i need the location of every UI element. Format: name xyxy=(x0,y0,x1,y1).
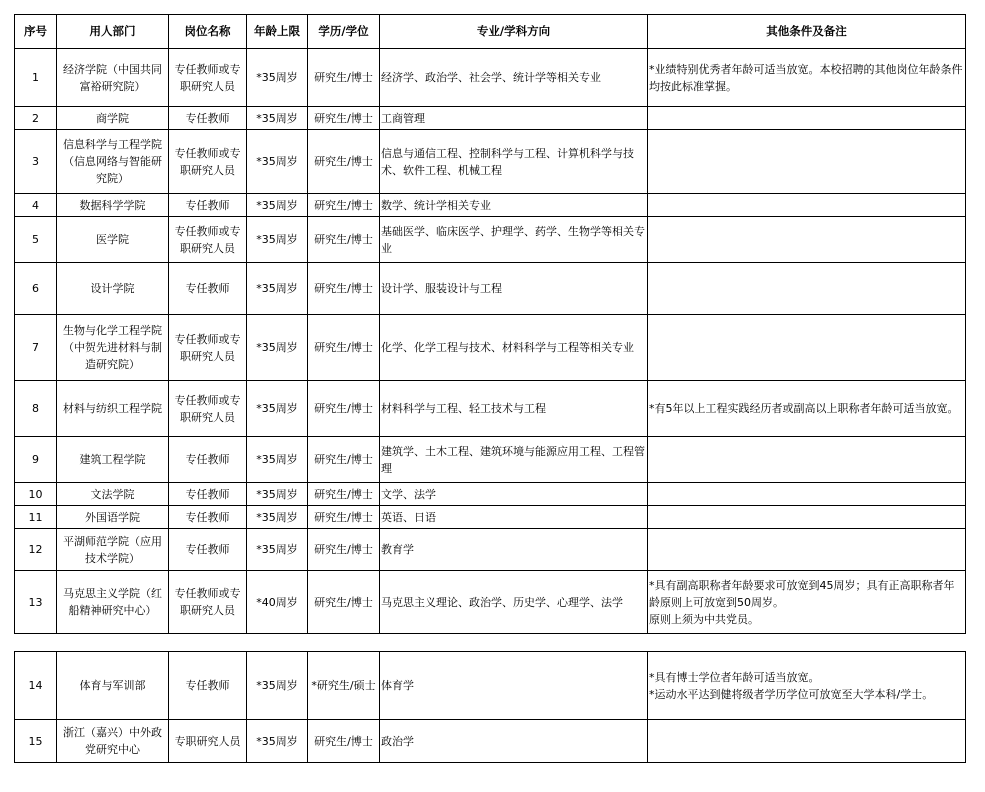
cell-dept: 经济学院（中国共同富裕研究院） xyxy=(57,49,169,107)
cell-age: *35周岁 xyxy=(247,483,308,506)
cell-degree: 研究生/博士 xyxy=(308,529,380,571)
cell-degree: 研究生/博士 xyxy=(308,217,380,263)
table-row xyxy=(15,506,966,529)
cell-age: *35周岁 xyxy=(247,437,308,483)
cell-num: 8 xyxy=(15,381,57,437)
table-row xyxy=(15,49,966,107)
cell-dept: 生物与化学工程学院（中贺先进材料与制造研究院） xyxy=(57,315,169,381)
note-line: 原则上须为中共党员。 xyxy=(649,612,759,626)
cell-num: 12 xyxy=(15,529,57,571)
cell-position: 专任教师 xyxy=(169,107,247,130)
cell-dept: 信息科学与工程学院（信息网络与智能研究院） xyxy=(57,130,169,194)
note-line: *运动水平达到健将级者学历学位可放宽至大学本科/学士。 xyxy=(649,687,934,701)
table-row xyxy=(15,107,966,130)
cell-note xyxy=(648,107,966,130)
cell-major: 数学、统计学相关专业 xyxy=(380,194,648,217)
cell-position: 专任教师 xyxy=(169,529,247,571)
cell-major: 材料科学与工程、轻工技术与工程 xyxy=(380,381,648,437)
cell-position: 专任教师 xyxy=(169,194,247,217)
cell-age: *35周岁 xyxy=(247,107,308,130)
cell-dept: 马克思主义学院（红船精神研究中心） xyxy=(57,571,169,634)
cell-position: 专任教师或专职研究人员 xyxy=(169,49,247,107)
cell-dept: 商学院 xyxy=(57,107,169,130)
cell-note xyxy=(648,381,966,437)
cell-degree: 研究生/博士 xyxy=(308,720,380,763)
table-row xyxy=(15,652,966,720)
cell-age: *35周岁 xyxy=(247,315,308,381)
cell-note xyxy=(648,49,966,107)
cell-note xyxy=(648,506,966,529)
cell-note xyxy=(648,263,966,315)
cell-note xyxy=(648,529,966,571)
cell-note xyxy=(648,652,966,720)
cell-position: 专任教师 xyxy=(169,506,247,529)
cell-age: *35周岁 xyxy=(247,529,308,571)
cell-age: *35周岁 xyxy=(247,130,308,194)
header-num: 序号 xyxy=(15,15,57,49)
cell-dept: 设计学院 xyxy=(57,263,169,315)
cell-major: 文学、法学 xyxy=(380,483,648,506)
table-row xyxy=(15,130,966,194)
cell-dept: 平湖师范学院（应用技术学院） xyxy=(57,529,169,571)
table-row xyxy=(15,263,966,315)
cell-num: 15 xyxy=(15,720,57,763)
table-row xyxy=(15,720,966,763)
table-row xyxy=(15,315,966,381)
table-row xyxy=(15,217,966,263)
recruitment-table-continued xyxy=(14,651,966,763)
cell-num: 6 xyxy=(15,263,57,315)
note-line: *具有副高职称者年龄要求可放宽到45周岁；具有正高职称者年龄原则上可放宽到50周岁。 xyxy=(649,578,955,609)
cell-degree: 研究生/博士 xyxy=(308,571,380,634)
cell-dept: 体育与军训部 xyxy=(57,652,169,720)
cell-major: 经济学、政治学、社会学、统计学等相关专业 xyxy=(380,49,648,107)
cell-num: 13 xyxy=(15,571,57,634)
cell-position: 专任教师或专职研究人员 xyxy=(169,381,247,437)
table-row xyxy=(15,194,966,217)
cell-degree: 研究生/博士 xyxy=(308,263,380,315)
cell-age: *35周岁 xyxy=(247,381,308,437)
cell-note xyxy=(648,315,966,381)
cell-position: 专任教师或专职研究人员 xyxy=(169,217,247,263)
cell-position: 专任教师 xyxy=(169,263,247,315)
note-line: *业绩特别优秀者年龄可适当放宽。本校招聘的其他岗位年龄条件均按此标准掌握。 xyxy=(649,62,963,93)
cell-major: 工商管理 xyxy=(380,107,648,130)
cell-age: *35周岁 xyxy=(247,652,308,720)
cell-note xyxy=(648,217,966,263)
cell-degree: 研究生/博士 xyxy=(308,315,380,381)
cell-age: *35周岁 xyxy=(247,720,308,763)
cell-note xyxy=(648,194,966,217)
cell-num: 10 xyxy=(15,483,57,506)
cell-num: 5 xyxy=(15,217,57,263)
cell-degree: 研究生/博士 xyxy=(308,130,380,194)
cell-position: 专职研究人员 xyxy=(169,720,247,763)
cell-major: 英语、日语 xyxy=(380,506,648,529)
cell-age: *35周岁 xyxy=(247,49,308,107)
cell-note xyxy=(648,720,966,763)
cell-degree: 研究生/博士 xyxy=(308,49,380,107)
cell-num: 11 xyxy=(15,506,57,529)
cell-note xyxy=(648,483,966,506)
cell-age: *35周岁 xyxy=(247,506,308,529)
cell-num: 9 xyxy=(15,437,57,483)
cell-degree: 研究生/博士 xyxy=(308,194,380,217)
cell-note xyxy=(648,571,966,634)
header-degree: 学历/学位 xyxy=(308,15,380,49)
table-row xyxy=(15,437,966,483)
cell-major: 基础医学、临床医学、护理学、药学、生物学等相关专业 xyxy=(380,217,648,263)
cell-dept: 浙江（嘉兴）中外政党研究中心 xyxy=(57,720,169,763)
cell-major: 建筑学、土木工程、建筑环境与能源应用工程、工程管理 xyxy=(380,437,648,483)
cell-dept: 外国语学院 xyxy=(57,506,169,529)
cell-position: 专任教师 xyxy=(169,483,247,506)
table-header-row xyxy=(15,15,966,49)
cell-major: 设计学、服装设计与工程 xyxy=(380,263,648,315)
table-body-continued xyxy=(15,652,966,763)
cell-num: 4 xyxy=(15,194,57,217)
cell-major: 体育学 xyxy=(380,652,648,720)
cell-age: *35周岁 xyxy=(247,194,308,217)
cell-num: 14 xyxy=(15,652,57,720)
table-row xyxy=(15,529,966,571)
cell-degree: 研究生/博士 xyxy=(308,483,380,506)
header-dept: 用人部门 xyxy=(57,15,169,49)
table-row xyxy=(15,571,966,634)
cell-dept: 建筑工程学院 xyxy=(57,437,169,483)
cell-position: 专任教师或专职研究人员 xyxy=(169,571,247,634)
cell-degree: *研究生/硕士 xyxy=(308,652,380,720)
cell-degree: 研究生/博士 xyxy=(308,437,380,483)
cell-position: 专任教师或专职研究人员 xyxy=(169,130,247,194)
cell-dept: 医学院 xyxy=(57,217,169,263)
cell-major: 信息与通信工程、控制科学与工程、计算机科学与技术、软件工程、机械工程 xyxy=(380,130,648,194)
cell-age: *35周岁 xyxy=(247,263,308,315)
header-major: 专业/学科方向 xyxy=(380,15,648,49)
table-row xyxy=(15,381,966,437)
cell-position: 专任教师 xyxy=(169,437,247,483)
cell-note xyxy=(648,130,966,194)
note-line: *具有博士学位者年龄可适当放宽。 xyxy=(649,670,820,684)
table-row xyxy=(15,483,966,506)
cell-age: *35周岁 xyxy=(247,217,308,263)
header-age: 年龄上限 xyxy=(247,15,308,49)
cell-degree: 研究生/博士 xyxy=(308,107,380,130)
cell-position: 专任教师 xyxy=(169,652,247,720)
cell-num: 3 xyxy=(15,130,57,194)
note-line: *有5年以上工程实践经历者或副高以上职称者年龄可适当放宽。 xyxy=(649,402,959,415)
cell-major: 马克思主义理论、政治学、历史学、心理学、法学 xyxy=(380,571,648,634)
cell-major: 政治学 xyxy=(380,720,648,763)
cell-num: 2 xyxy=(15,107,57,130)
cell-major: 化学、化学工程与技术、材料科学与工程等相关专业 xyxy=(380,315,648,381)
cell-position: 专任教师或专职研究人员 xyxy=(169,315,247,381)
cell-dept: 数据科学学院 xyxy=(57,194,169,217)
cell-degree: 研究生/博士 xyxy=(308,381,380,437)
cell-note xyxy=(648,437,966,483)
cell-dept: 文法学院 xyxy=(57,483,169,506)
cell-num: 1 xyxy=(15,49,57,107)
cell-num: 7 xyxy=(15,315,57,381)
header-position: 岗位名称 xyxy=(169,15,247,49)
header-note: 其他条件及备注 xyxy=(648,15,966,49)
recruitment-table xyxy=(14,14,966,634)
cell-age: *40周岁 xyxy=(247,571,308,634)
cell-dept: 材料与纺织工程学院 xyxy=(57,381,169,437)
table-body xyxy=(15,49,966,634)
cell-degree: 研究生/博士 xyxy=(308,506,380,529)
cell-major: 教育学 xyxy=(380,529,648,571)
